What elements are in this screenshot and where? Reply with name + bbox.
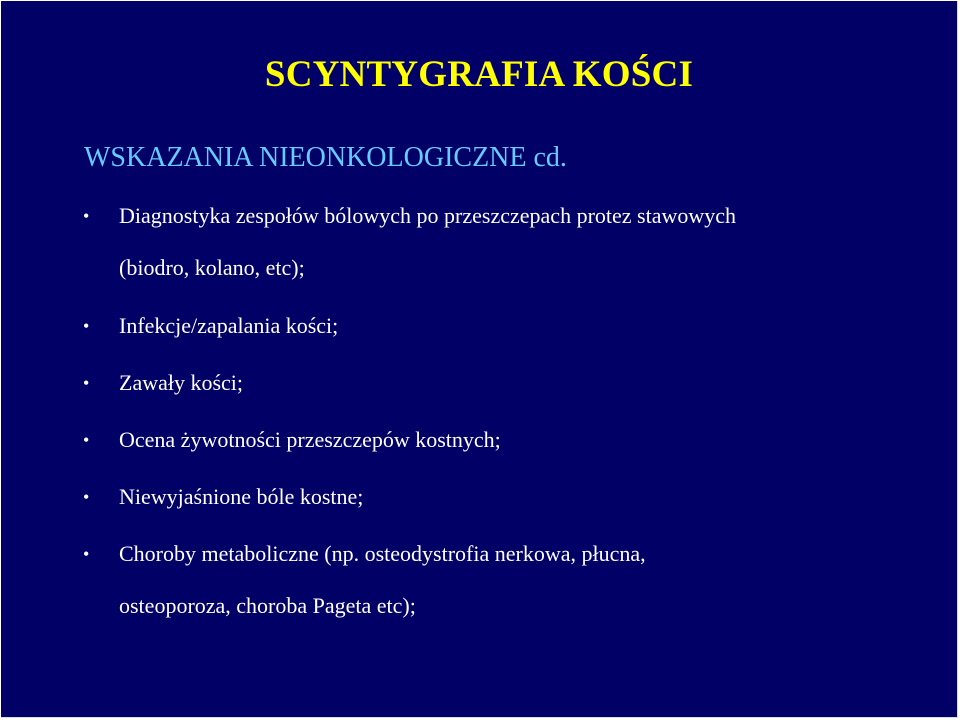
slide <box>1 1 958 718</box>
bullet-marker: • <box>83 430 90 450</box>
bullet-3-line-1: Zawały kości; <box>119 370 244 395</box>
bullet-1-line-2: (biodro, kolano, etc); <box>119 255 305 280</box>
bullet-marker: • <box>83 544 90 564</box>
bullet-6-line-1: Choroby metaboliczne (np. osteodystrofia nerkowa, płucna, <box>119 541 646 566</box>
bullet-marker: • <box>83 487 90 507</box>
bullet-4-line-1: Ocena żywotności przeszczepów kostnych; <box>119 427 501 452</box>
bullet-1-line-1: Diagnostyka zespołów bólowych po przeszczepach protez stawowych <box>119 203 737 228</box>
bullet-marker: • <box>83 373 90 393</box>
bullet-marker: • <box>83 206 90 226</box>
bullet-5-line-1: Niewyjaśnione bóle kostne; <box>119 484 364 509</box>
slide-title: SCYNTYGRAFIA KOŚCI <box>264 54 694 95</box>
bullet-marker: • <box>83 316 90 336</box>
bullet-6-line-2: osteoporoza, choroba Pageta etc); <box>119 593 416 618</box>
bullet-2-line-1: Infekcje/zapalania kości; <box>119 313 339 338</box>
slide-subtitle: WSKAZANIA NIEONKOLOGICZNE cd. <box>84 142 567 173</box>
